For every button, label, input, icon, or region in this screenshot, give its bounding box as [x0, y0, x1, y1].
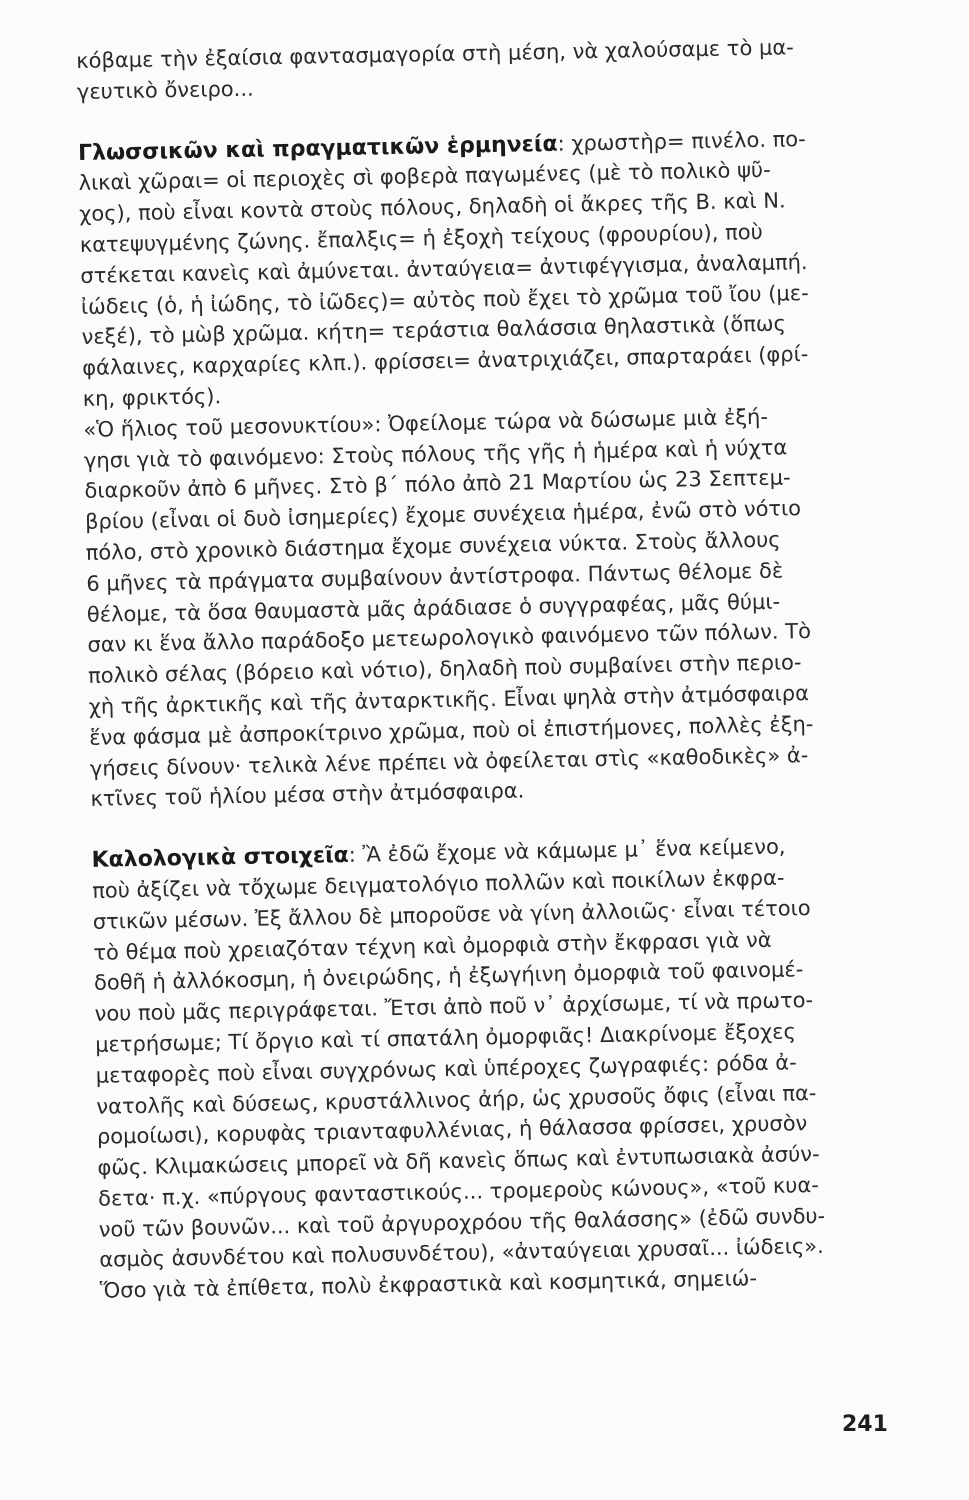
glossary-line: χος), ποὺ εἶναι κοντὰ στοὺς πόλους, δηλαδὴ οἱ ἄκρες τῆς Β. καὶ Ν.	[78, 188, 786, 227]
style-line: μετρήσωμε; Τί ὄργιο καὶ τί σπατάλη ὀμορφιᾶς! Διακρίνομε ἔξοχες	[94, 1019, 797, 1057]
glossary-line: νεξέ), τὸ μὼβ χρῶμα. κήτη= τεράστια θαλάσσια θηλαστικὰ (ὅπως	[81, 311, 787, 350]
style-line: ρομοίωσι), κορυφὰς τριανταφυλλένιας, ἡ θάλασσα φρίσσει, χρυσὸν	[96, 1111, 808, 1150]
style-line: φῶς. Κλιμακώσεις μπορεῖ νὰ δῆ κανεὶς ὅπως καὶ ἐντυπωσιακὰ ἀσύν-	[97, 1142, 820, 1180]
style-first-line-rest: : Ἂ ἐδῶ ἔχομε νὰ κάμωμε μ᾽ ἕνα κείμενο,	[348, 834, 786, 868]
intro-line-2: γευτικὸ ὄνειρο...	[76, 76, 254, 104]
commentary-line: πολικὸ σέλας (βόρειο καὶ νότιο), δηλαδὴ ποὺ συμβαίνει στὴν περιο-	[87, 650, 802, 689]
style-line: στικῶν μέσων. Ἐξ ἄλλου δὲ μποροῦσε νὰ γίνη ἀλλοιῶς· εἶναι τέτοιο	[92, 895, 811, 934]
style-line: δοθῆ ἡ ἀλλόκοσμη, ἡ ὀνειρώδης, ἡ ἐξωγήινη ὀμορφιὰ τοῦ φαινομέ-	[93, 957, 804, 996]
commentary-line: κτῖνες τοῦ ἡλίου μέσα στὴν ἀτμόσφαιρα.	[90, 778, 525, 812]
style-line: νατολῆς καὶ δύσεως, κρυστάλλινος ἀήρ, ὡς χρυσοῦς ὄφις (εἶναι πα-	[96, 1080, 817, 1119]
page-text	[76, 30, 920, 1307]
glossary-heading: Γλωσσικῶν καὶ πραγματικῶν ἑρμηνεία	[77, 131, 558, 166]
commentary-line: γήσεις δίνουν· τελικὰ λένε πρέπει νὰ ὀφείλεται στὶς «καθοδικὲς» ἀ-	[89, 742, 809, 781]
glossary-line: λικαὶ χῶραι= οἱ περιοχὲς σὶ φοβερὰ παγωμένες (μὲ τὸ πολικὸ ψῦ-	[78, 158, 771, 196]
style-line: Ὅσο γιὰ τὰ ἐπίθετα, πολὺ ἐκφραστικὰ καὶ κοσμητικά, σημειώ-	[99, 1266, 758, 1304]
commentary-line: πόλο, στὸ χρονικὸ διάστημα ἔχομε συνέχεια νύκτα. Στοὺς ἄλλους	[85, 527, 781, 565]
style-line: ποὺ ἀξίζει νὰ τὄχωμε δειγματολόγιο πολλῶν καὶ ποικίλων ἐκφρα-	[91, 865, 785, 903]
commentary-line: «Ὁ ἥλιος τοῦ μεσονυκτίου»: Ὀφείλομε τώρα νὰ δώσωμε μιὰ ἐξή-	[83, 404, 769, 442]
intro-line-1: κόβαμε τὴν ἐξαίσια φαντασμαγορία στὴ μέση, νὰ χαλούσαμε τὸ μα-	[76, 35, 794, 73]
commentary-line: βρίου (εἶναι οἱ δυὸ ἰσημερίες) ἔχομε συνέχεια ἡμέρα, ἐνῶ στὸ νότιο	[84, 496, 802, 535]
style-heading: Καλολογικὰ στοιχεῖα	[91, 843, 350, 873]
page-number: 241	[842, 1412, 888, 1437]
commentary-line: σαν κι ἕνα ἄλλο παράδοξο μετεωρολογικὸ φαινόμενο τῶν πόλων. Τὸ	[87, 619, 812, 658]
glossary-line: στέκεται κανεὶς καὶ ἀμύνεται. ἀνταύγεια= ἀντιφέγγισμα, ἀναλαμπή.	[80, 249, 808, 288]
style-line: τὸ θέμα ποὺ χρειαζόταν τέχνη καὶ ὀμορφιὰ στὴν ἔκφρασι γιὰ νὰ	[93, 927, 772, 965]
commentary-line: θέλομε, τὰ ὅσα θαυμαστὰ μᾶς ἀράδιασε ὁ συγγραφέας, μᾶς θύμι-	[86, 589, 781, 627]
commentary-line: γησι γιὰ τὸ φαινόμενο: Στοὺς πόλους τῆς γῆς ἡ ἡμέρα καὶ ἡ νύχτα	[83, 434, 788, 473]
glossary-line: κατεψυγμένης ζώνης. ἔπαλξις= ἡ ἐξοχὴ τείχους (φρουρίου), ποὺ	[79, 219, 763, 257]
style-line: δετα· π.χ. «πύργους φανταστικούς... τρομεροὺς κώνους», «τοῦ κυα-	[97, 1172, 820, 1211]
commentary-line: χὴ τῆς ἀρκτικῆς καὶ τῆς ἀνταρκτικῆς. Εἶναι ψηλὰ στὴν ἀτμόσφαιρα	[88, 680, 810, 719]
glossary-first-line-rest: : χρωστὴρ= πινέλο. πο-	[557, 126, 806, 156]
commentary-line: 6 μῆνες τὰ πράγματα συμβαίνουν ἀντίστροφα. Πάντως θέλομε δὲ	[86, 558, 784, 596]
glossary-line: ἰώδεις (ὁ, ἡ ἰώδης, τὸ ἰῶδες)= αὐτὸς ποὺ ἔχει τὸ χρῶμα τοῦ ἴου (με-	[80, 280, 809, 319]
commentary-line: διαρκοῦν ἀπὸ 6 μῆνες. Στὸ β΄ πόλο ἀπὸ 21 Μαρτίου ὡς 23 Σεπτεμ-	[84, 465, 791, 504]
style-line: νοῦ τῶν βουνῶν... καὶ τοῦ ἀργυροχρόου τῆς θαλάσσης» (ἐδῶ συνδυ-	[98, 1203, 826, 1242]
style-line: ασμὸς ἀσυνδέτου καὶ πολυσυνδέτου), «ἀνταύγειαι χρυσαῖ... ἰώδεις».	[99, 1234, 824, 1273]
glossary-line: κη, φρικτός).	[82, 384, 222, 411]
glossary-line: φάλαινες, καρχαρίες κλπ.). φρίσσει= ἀνατριχιάζει, σπαρταράει (φρί-	[81, 342, 809, 381]
style-line: μεταφορὲς ποὺ εἶναι συγχρόνως καὶ ὑπέροχες ζωγραφιές: ρόδα ἀ-	[95, 1050, 797, 1088]
style-line: νου ποὺ μᾶς περιγράφεται. Ἔτσι ἀπὸ ποῦ ν᾽ ἀρχίσωμε, τί νὰ πρωτο-	[94, 988, 814, 1026]
commentary-line: ἕνα φάσμα μὲ ἀσπροκίτρινο χρῶμα, ποὺ οἱ ἐπιστήμονες, πολλὲς ἐξη-	[89, 711, 814, 750]
